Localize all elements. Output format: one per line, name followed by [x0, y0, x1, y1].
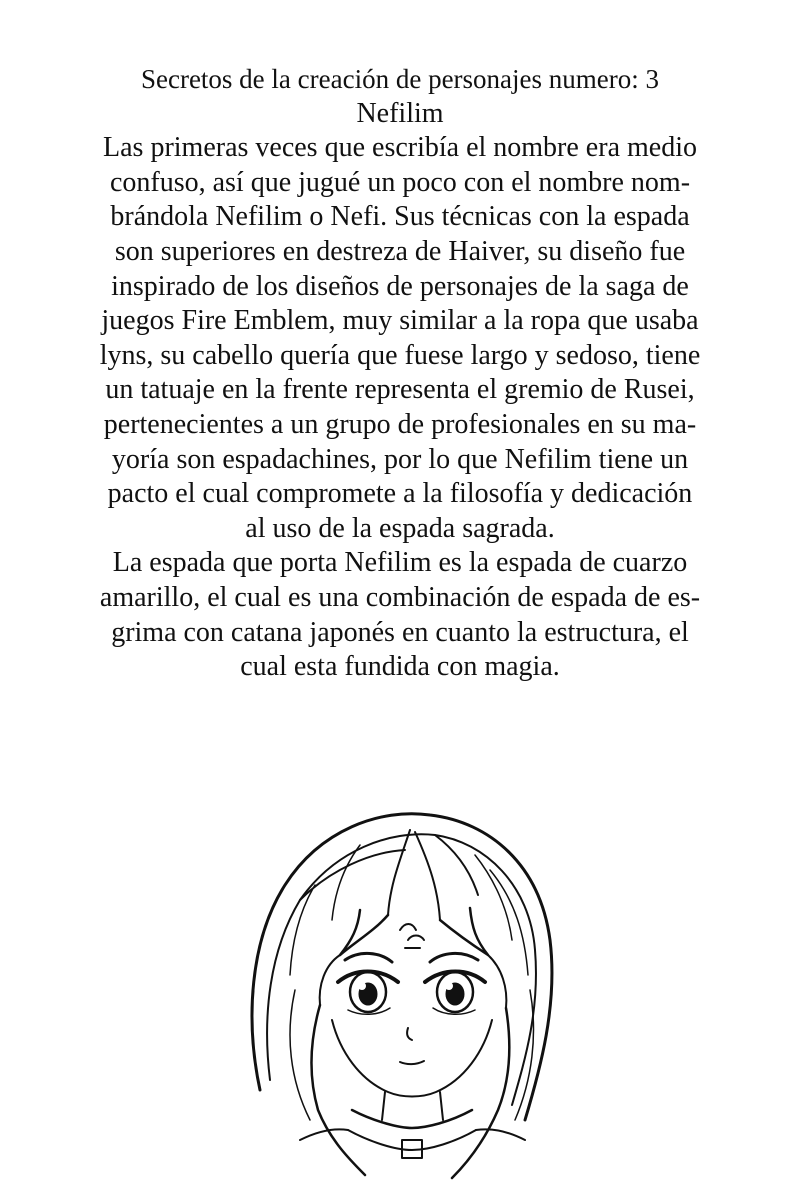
- right-eye-highlight: [445, 982, 453, 990]
- hair-strand: [435, 835, 478, 895]
- document-body: [50, 62, 750, 685]
- left-eyebrow: [345, 953, 392, 962]
- body-line: brándola Nefilim o Nefi. Sus técnicas con la espada: [110, 201, 690, 233]
- mouth: [400, 1061, 424, 1064]
- document-title: Secretos de la creación de personajes numero: 3: [140, 64, 660, 94]
- body-line: Las primeras veces que escribía el nombre era medio: [103, 132, 697, 164]
- character-portrait-sketch: [240, 790, 560, 1180]
- character-sketch-svg: [240, 790, 560, 1180]
- body-line: confuso, así que jugué un poco con el nombre nom-: [109, 166, 691, 198]
- body-line: cual esta fundida con magia.: [240, 651, 560, 683]
- right-eyebrow: [430, 953, 478, 962]
- side-lock: [311, 1005, 365, 1175]
- hair-outline-inner: [267, 834, 536, 1105]
- bangs: [320, 955, 340, 1005]
- body-line: La espada que porta Nefilim es la espada de cuarzo: [112, 547, 688, 579]
- bangs: [340, 910, 388, 955]
- body-line: juegos Fire Emblem, muy similar a la ropa que usaba: [101, 305, 699, 337]
- body-line: inspirado de los diseños de personajes de la saga de: [111, 270, 689, 302]
- body-line: pertenecientes a un grupo de profesionales en su ma-: [103, 408, 697, 440]
- body-line: un tatuaje en la frente representa el gremio de Rusei,: [105, 374, 695, 406]
- character-name: Nefilim: [356, 97, 444, 129]
- hair-strand: [475, 855, 512, 940]
- body-line: lyns, su cabello quería que fuese largo y sedoso, tiene: [99, 339, 701, 371]
- bangs: [488, 955, 506, 1008]
- body-line: son superiores en destreza de Haiver, su diseño fue: [114, 235, 686, 267]
- hair-strand: [415, 832, 440, 920]
- left-eye-highlight: [358, 982, 366, 990]
- side-lock: [452, 1008, 509, 1178]
- forehead-tattoo: [400, 924, 424, 948]
- body-line: yoría son espadachines, por lo que Nefilim tiene un: [111, 443, 689, 475]
- body-line: amarillo, el cual es una combinación de espada de es-: [99, 581, 701, 613]
- body-line: pacto el cual compromete a la filosofía y dedicación: [107, 478, 693, 510]
- bangs: [440, 908, 488, 955]
- body-line: al uso de la espada sagrada.: [245, 512, 555, 544]
- hair-strand: [388, 830, 410, 915]
- nose: [407, 1028, 412, 1040]
- side-lock-strand: [290, 990, 310, 1120]
- face-jaw: [332, 1020, 492, 1097]
- collar: [352, 1110, 472, 1128]
- shoulder-line: [300, 1129, 348, 1140]
- body-line: grima con catana japonés en cuanto la estructura, el: [111, 616, 689, 648]
